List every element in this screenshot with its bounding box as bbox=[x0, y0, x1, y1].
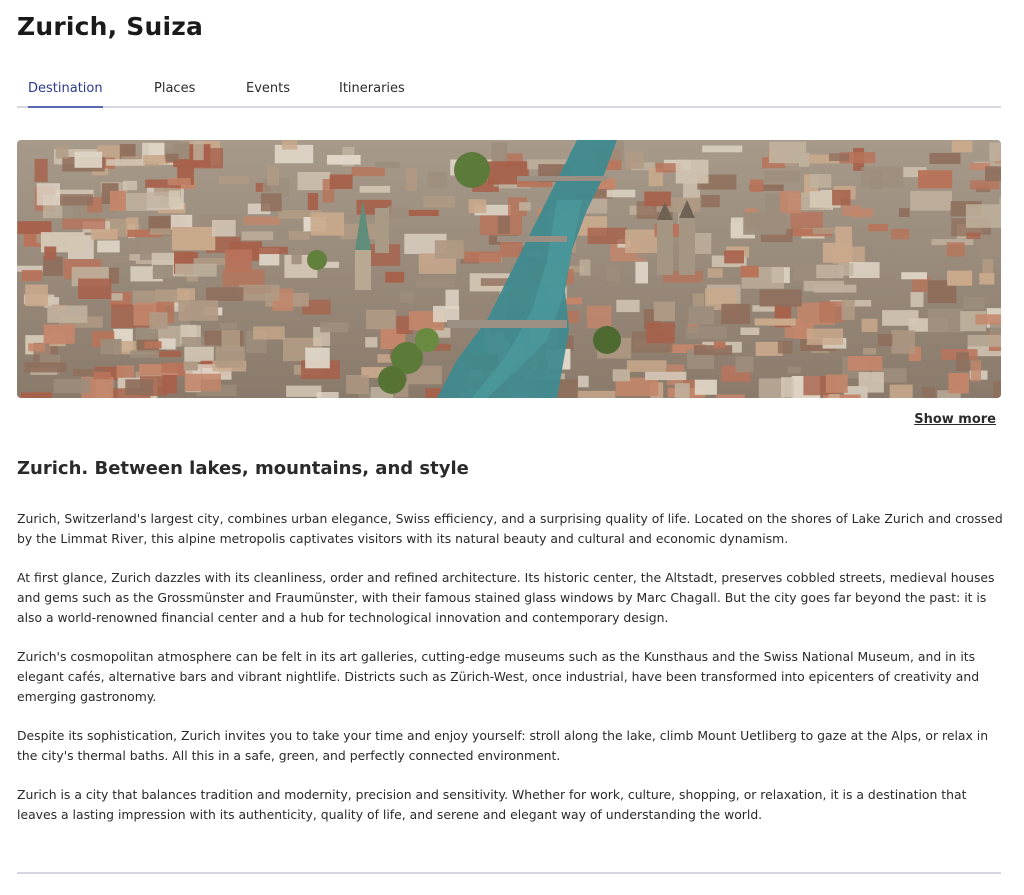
tab-itineraries[interactable]: Itineraries bbox=[339, 81, 405, 96]
tab-bar bbox=[17, 76, 1001, 108]
paragraph: Despite its sophistication, Zurich invites you to take your time and enjoy yourself: stroll along the lake, climb Mount Uetliberg to gaze at the Alps, or relax in the city's thermal baths. All this in a safe, green, and perfectly connected environment. bbox=[17, 728, 989, 763]
city-aerial-photo bbox=[17, 140, 1001, 398]
hero-image[interactable] bbox=[17, 140, 1001, 398]
page-title: Zurich, Suiza bbox=[17, 12, 204, 41]
divider bbox=[17, 872, 1001, 874]
paragraph: At first glance, Zurich dazzles with its cleanliness, order and refined architecture. Its historic center, the Altstadt, preserves cobbled streets, medieval houses and gems such as the Grossmünster and Fraumünster, with their famous stained glass windows by Marc Chagall. But the city goes far beyond the past: it is also a world-renowned financial center and a hub for technological innovation and contemporary design. bbox=[17, 570, 995, 625]
section-heading: Zurich. Between lakes, mountains, and style bbox=[17, 458, 469, 479]
paragraph: Zurich, Switzerland's largest city, combines urban elegance, Swiss efficiency, and a surprising quality of life. Located on the shores of Lake Zurich and crossed by the Limmat River, this alpine metropolis captivates visitors with its natural beauty and cultural and economic dynamism. bbox=[17, 511, 1003, 546]
show-more-link[interactable]: Show more bbox=[914, 412, 996, 427]
paragraph: Zurich is a city that balances tradition and modernity, precision and sensitivity. Whether for work, culture, shopping, or relaxation, it is a destination that leaves a lasting impression with its authenticity, quality of life, and serene and elegant way of understanding the world. bbox=[17, 787, 967, 822]
article-body bbox=[17, 509, 1007, 844]
tab-destination[interactable]: Destination bbox=[28, 76, 103, 106]
tab-places[interactable]: Places bbox=[154, 81, 196, 96]
paragraph: Zurich's cosmopolitan atmosphere can be felt in its art galleries, cutting-edge museums such as the Kunsthaus and the Swiss National Museum, and in its elegant cafés, alternative bars and vibrant nightlife. Districts such as Zürich-West, once industrial, have been transformed into epicenters of creativity and emerging gastronomy. bbox=[17, 649, 980, 704]
tab-events[interactable]: Events bbox=[246, 81, 291, 96]
